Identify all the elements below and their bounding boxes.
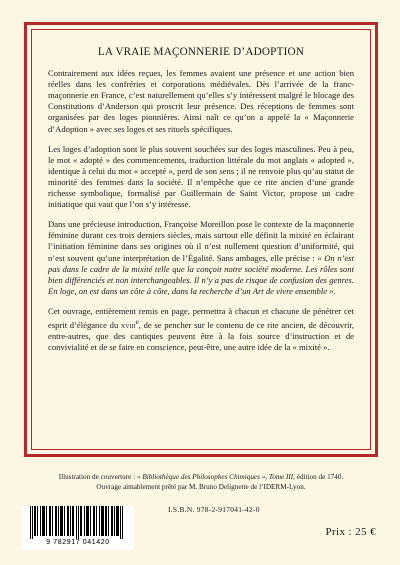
credit-suffix: édition de 1740. — [294, 473, 344, 481]
price-label: Prix : 25 € — [325, 526, 376, 538]
paragraph-2: Les loges d’adoption sont le plus souvent souchées sur des loges masculines. Peu à peu, le mot « adopté » des commencements, traduction littérale du mot anglais « adopted », identique à celui du mot « accepté », perd de son sens ; il ne renvoie plus qu’au statut de minorité des femmes dans la société. Il n’empêche que ce rite ancien d’une grande richesse symbolique, formalisé par Guillermain de Saint Victor, propose un cadre initiatique qui vaut que l’on s’y intéresse. — [48, 143, 354, 210]
moreillon-quote: « On n’est pas dans le cadre de la mixité telle que la conçoit notre société moderne. Les rôles sont bien différenciés et non interchangeables. Il n’y a pas de risque de confusion des genres. En loge, on est dans un côte à côte, dans la recherche d’un Art de vivre ensemble ». — [48, 252, 354, 296]
credit-line-2: Ouvrage aimablement prêté par M. Bruno Delignette de l’IDERM-Lyon. — [96, 483, 306, 491]
paragraph-4 — [48, 306, 354, 353]
paragraph-4-start: Cet ouvrage, entièrement remis en page, permettra à chacun et chacune de pénétrer cet esprit d’élégance du — [48, 305, 354, 330]
credit-work-title: « Bibliothèque des Philosophes Chimiques », Tome III, — [136, 473, 295, 481]
illustration-credits — [24, 472, 378, 492]
barcode-digits: 9 782917 041420 — [22, 539, 134, 546]
isbn-text: I.S.B.N. 978-2-917041-42-0 — [168, 505, 260, 514]
cover-text-block — [48, 47, 354, 362]
credit-line-1 — [24, 472, 378, 482]
book-title: LA VRAIE MAÇONNERIE D’ADOPTION — [97, 46, 305, 58]
paragraph-4-end: , de se pencher sur le contenu de ce rite ancien, de découvrir, entre-autres, que des cantiques peuvent être à la fois source d’instruction et de convivialité et de se faire en conscience, peut-être, une autre idée de la « mixité ». — [48, 319, 354, 353]
century-superscript: e — [135, 317, 139, 326]
paragraph-3 — [48, 219, 354, 297]
credit-prefix: Illustration de couverture : — [58, 473, 137, 481]
paragraph-1: Contrairement aux idées reçues, les femmes avaient une présence et une action bien réelles dans les confréries et corporations médiévales. Dès l’arrivée de la franc-maçonnerie en France, c’est naturellement qu’elles s’y intéressent malgré le blocage des Constitutions d’Anderson qui proscrit leur présence. Des réceptions de femmes sont organisées par des loges pionnières. Ainsi naît ce qu’on a appelé la « Maçonnerie d’Adoption » avec ses loges et ses rituels spécifiques. — [48, 68, 354, 134]
barcode-bars-icon — [22, 506, 134, 540]
paragraph-3-text: Dans une précieuse introduction, Françoise Moreillon pose le contexte de la maçonnerie féminine durant ces trois derniers siècles, mais surtout elle définit la mixité en éclairant l’initiation féminine dans ses origines où il n’est nullement question d’uniformité, qui n’est souvent qu’une interprétation de l’Égalité. Sans ambages, elle précise : — [48, 219, 354, 263]
century-numeral: xviii — [120, 319, 136, 330]
